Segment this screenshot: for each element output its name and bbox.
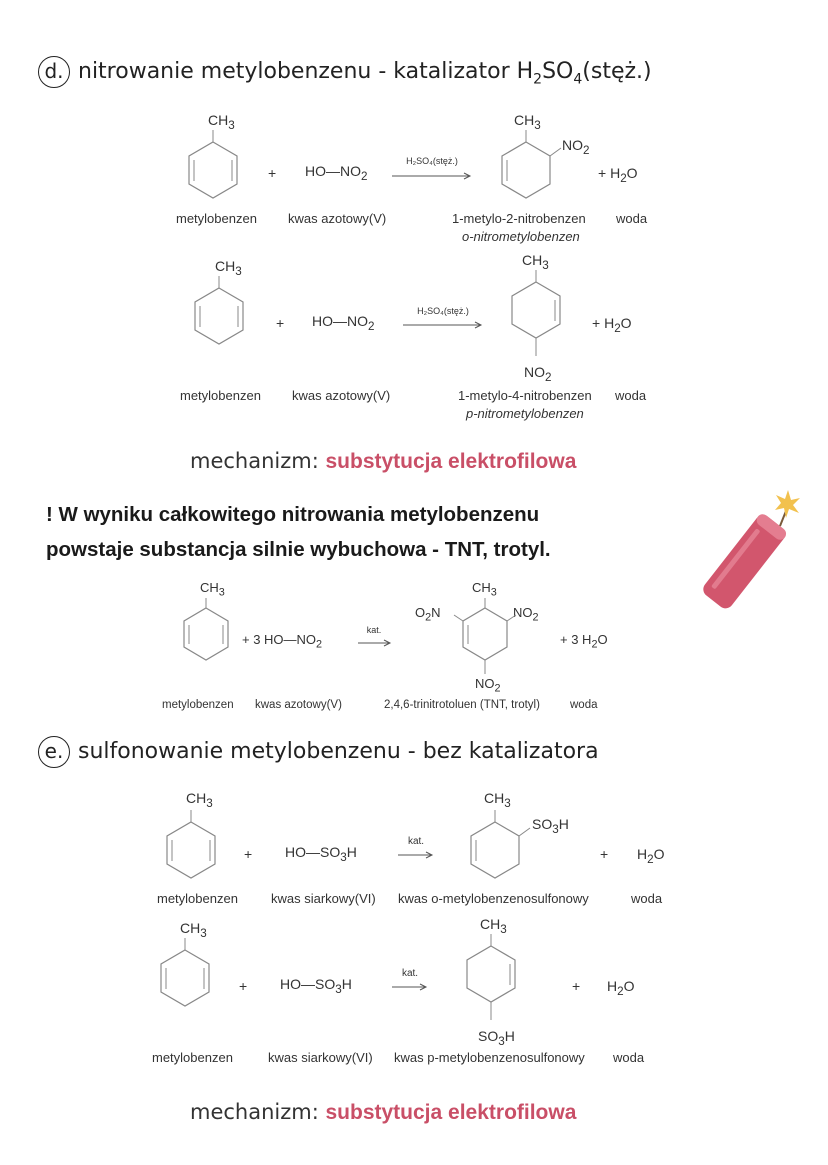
section-d-badge: d. <box>38 56 70 88</box>
label-product: kwas p-metylobenzenosulfonowy <box>394 1050 585 1065</box>
label-water: woda <box>616 211 648 226</box>
catalyst-label: kat. <box>401 968 419 979</box>
benzene-ring-product <box>462 810 532 880</box>
ch3-label: $CH_3$ <box>208 112 235 132</box>
label-sulfuric-acid: kwas siarkowy(VI) <box>268 1050 373 1065</box>
benzene-ring-product <box>493 130 563 200</box>
catalyst-label: H₂SO₄(stęż.) <box>406 156 458 166</box>
water: $H_2O$ <box>637 846 665 866</box>
catalyst-label: kat. <box>366 625 382 635</box>
prod-so3h: $SO_3H$ <box>532 816 569 836</box>
prod-no2-para: $NO_2$ <box>475 676 501 695</box>
plus-sign: + <box>268 165 277 181</box>
reaction-arrow <box>358 639 392 647</box>
plus-sign: + <box>276 315 285 331</box>
label-water: woda <box>613 1050 645 1065</box>
reagent-hno3: $HO—NO_2$ <box>305 163 368 183</box>
reaction-arrow <box>403 321 483 329</box>
label-nitric-acid: kwas azotowy(V) <box>288 211 387 226</box>
reaction-arrow <box>392 983 428 991</box>
benzene-ring <box>180 130 250 200</box>
plus-water: + 3 $H_2O$ <box>560 632 608 651</box>
mechanism-d: mechanizm: substytucja elektrofilowa <box>190 449 577 473</box>
ch3-label: $CH_3$ <box>200 580 225 599</box>
label-product-alt: o-nitrometylobenzen <box>462 229 580 244</box>
label-tnt: 2,4,6-trinitrotoluen (TNT, trotyl) <box>384 699 540 711</box>
prod-ch3: $CH_3$ <box>480 916 507 936</box>
label-water: woda <box>631 891 663 906</box>
label-water: woda <box>570 699 598 711</box>
label-product: 1-metylo-4-nitrobenzen <box>458 388 592 403</box>
catalyst-label: kat. <box>407 836 425 847</box>
prod-ch3: $CH_3$ <box>484 790 511 810</box>
plus-sign: + <box>600 846 609 862</box>
label-methylbenzene: metylobenzen <box>162 699 234 711</box>
prod-ch3: $CH_3$ <box>522 252 549 272</box>
plus-sign: + <box>572 978 581 994</box>
reagent-hno3: $HO—NO_2$ <box>312 313 375 333</box>
warning-line-1: ! W wyniku całkowitego nitrowania metylobenzenu <box>46 503 540 526</box>
ch3-label: $CH_3$ <box>186 790 213 810</box>
section-d-title: d. nitrowanie metylobenzenu - katalizator $H_2SO_4(stęż.)$ <box>38 56 652 88</box>
reaction-arrow <box>398 851 434 859</box>
benzene-ring <box>158 810 228 880</box>
benzene-ring <box>178 598 238 664</box>
section-e-title: e. sulfonowanie metylobenzenu - bez katalizatora <box>38 736 599 768</box>
ch3-label: $CH_3$ <box>215 258 242 278</box>
benzene-ring <box>152 938 222 1008</box>
ch3-label: $CH_3$ <box>180 920 207 940</box>
label-product-alt: p-nitrometylobenzen <box>466 406 584 421</box>
warning-line-2: powstaje substancja silnie wybuchowa - TNT, trotyl. <box>46 538 551 561</box>
reagent-3hno3: + 3 $HO—NO_2$ <box>242 632 323 651</box>
prod-ch3: $CH_3$ <box>472 580 497 599</box>
catalyst-label: H₂SO₄(stęż.) <box>417 306 469 316</box>
label-water: woda <box>615 388 647 403</box>
plus-water: + $H_2O$ <box>598 165 638 185</box>
plus-sign: + <box>239 978 248 994</box>
reaction-arrow <box>392 172 472 180</box>
label-product: kwas o-metylobenzenosulfonowy <box>398 891 589 906</box>
label-nitric-acid: kwas azotowy(V) <box>255 699 342 711</box>
label-methylbenzene: metylobenzen <box>157 891 238 906</box>
prod-so3h: $SO_3H$ <box>478 1028 515 1048</box>
label-nitric-acid: kwas azotowy(V) <box>292 388 391 403</box>
water: $H_2O$ <box>607 978 635 998</box>
prod-no2: $NO_2$ <box>513 605 539 624</box>
dynamite-icon <box>700 486 810 616</box>
label-product: 1-metylo-2-nitrobenzen <box>452 211 586 226</box>
label-methylbenzene: metylobenzen <box>152 1050 233 1065</box>
prod-no2: $NO_2$ <box>524 364 552 384</box>
label-methylbenzene: metylobenzen <box>180 388 261 403</box>
mechanism-e: mechanizm: substytucja elektrofilowa <box>190 1100 577 1124</box>
reagent-h2so4: $HO—SO_3H$ <box>280 976 352 996</box>
reagent-h2so4: $HO—SO_3H$ <box>285 844 357 864</box>
plus-water: + $H_2O$ <box>592 315 632 335</box>
label-sulfuric-acid: kwas siarkowy(VI) <box>271 891 376 906</box>
section-e-badge: e. <box>38 736 70 768</box>
prod-o2n: $O_2N$ <box>415 605 441 624</box>
benzene-ring-product <box>452 598 522 680</box>
prod-no2: $NO_2$ <box>562 137 590 157</box>
plus-sign: + <box>244 846 253 862</box>
prod-ch3: $CH_3$ <box>514 112 541 132</box>
benzene-ring <box>186 276 256 346</box>
benzene-ring-product <box>458 934 528 1034</box>
label-methylbenzene: metylobenzen <box>176 211 257 226</box>
benzene-ring-product <box>503 270 573 370</box>
